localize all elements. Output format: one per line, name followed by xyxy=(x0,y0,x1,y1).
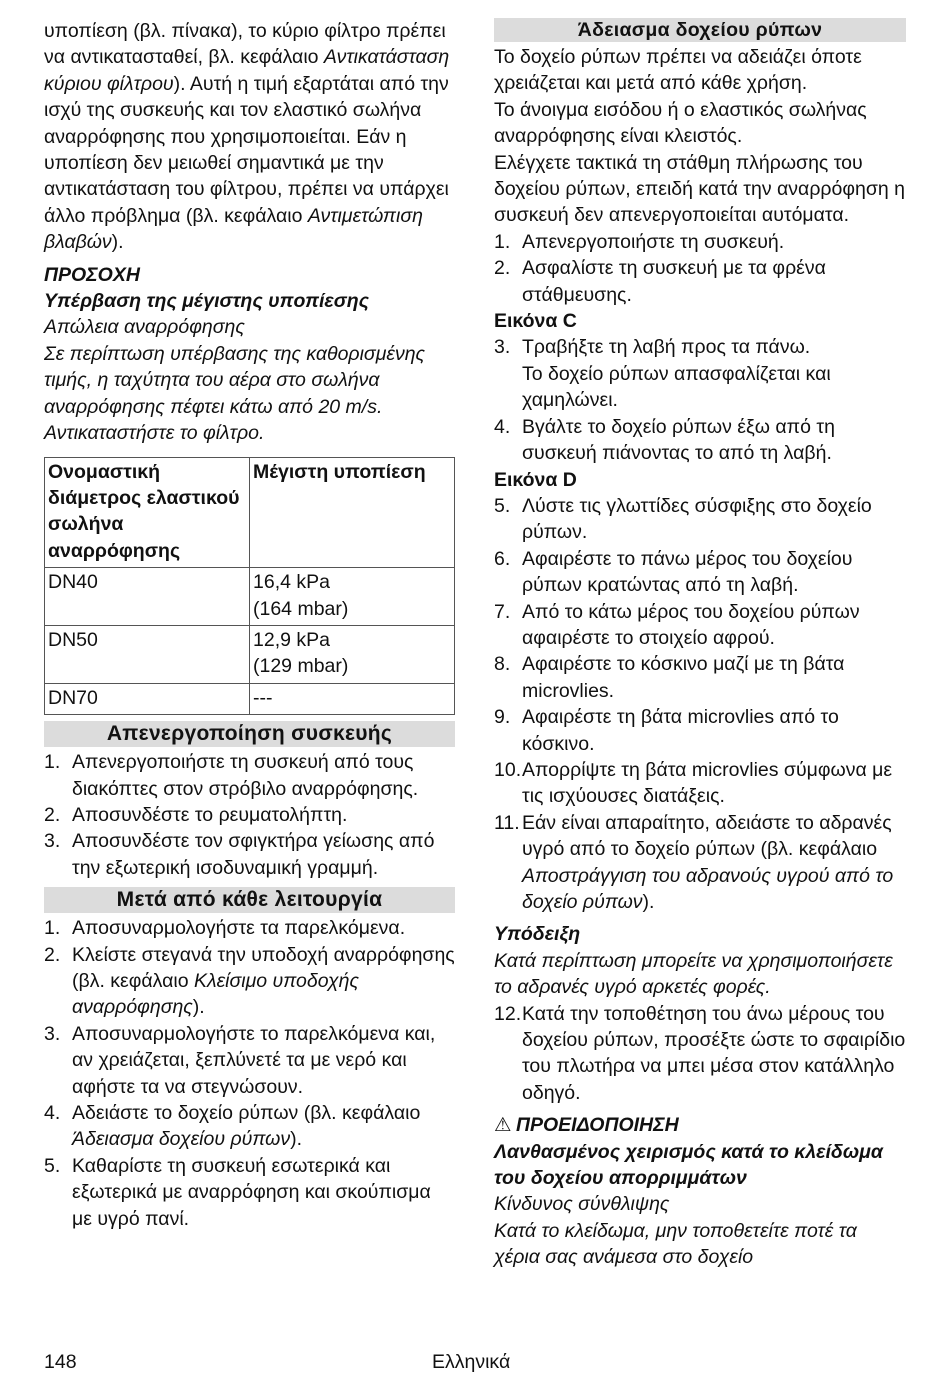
list-item: 9. Αφαιρέστε τη βάτα microvlies από το κόσκινο. xyxy=(494,706,839,755)
table-cell-diameter: DN40 xyxy=(45,568,250,626)
note-block xyxy=(494,921,906,1000)
paragraph: Ελέγχετε τακτικά τη στάθμη πλήρωσης του δοχείου ρύπων, επειδή κατά την αναρρόφηση η συσκευή δεν απενεργοποιείται αυτόματα. xyxy=(494,151,905,227)
list-item: 2. Κλείστε στεγανά την υποδοχή αναρρόφησης (βλ. κεφάλαιο Κλείσιμο υποδοχής αναρρόφησης). xyxy=(44,943,455,1019)
list-item: 5. Καθαρίστε τη συσκευή εσωτερικά και εξωτερικά με αναρρόφηση και σκούπισμα με υγρό πανί. xyxy=(44,1154,431,1230)
table-cell-value: 12,9 kPa (129 mbar) xyxy=(250,625,455,683)
list-item: 8. Αφαιρέστε το κόσκινο μαζί με τη βάτα microvlies. xyxy=(494,653,845,702)
list-item: 12. Κατά την τοποθέτηση του άνω μέρους του δοχείου ρύπων, προσέξτε ώστε το σφαιρίδιο του πλωτήρα να μπει μέσα στον κατάλληλο οδηγό. xyxy=(494,1002,906,1104)
list-item: 2. Αποσυνδέστε το ρευματολήπτη. xyxy=(44,803,348,826)
table-cell-diameter: DN50 xyxy=(45,625,250,683)
list-item: 10. Απορρίψτε τη βάτα microvlies σύμφωνα με τις ισχύουσες διατάξεις. xyxy=(494,758,893,808)
table-row xyxy=(45,568,455,626)
warning-block xyxy=(494,1112,906,1270)
cross-reference[interactable]: Άδειασμα δοχείου ρύπων xyxy=(72,1128,291,1151)
list-item: 4. Αδειάστε το δοχείο ρύπων (βλ. κεφάλαιο Άδειασμα δοχείου ρύπων). xyxy=(44,1102,421,1151)
shutdown-steps xyxy=(44,749,455,881)
right-column xyxy=(494,18,906,1271)
emptying-steps xyxy=(494,493,906,916)
table-row xyxy=(45,625,455,683)
table-cell-value: --- xyxy=(250,683,455,714)
cross-reference[interactable]: Αποστράγγιση του αδρανούς υγρού από το δοχείο ρύπων xyxy=(522,864,894,913)
list-item: 1. Απενεργοποιήστε τη συσκευή. xyxy=(494,230,785,253)
warning-title: Λανθασμένος χειρισμός κατά το κλείδωμα του δοχείου απορριμμάτων xyxy=(494,1140,883,1190)
figure-label-c: Εικόνα C xyxy=(494,310,577,333)
list-item: 3. Αποσυνδέστε τον σφιγκτήρα γείωσης από την εξωτερική ισοδυναμική γραμμή. xyxy=(44,830,435,879)
table-cell-diameter: DN70 xyxy=(45,683,250,714)
figure-label-d: Εικόνα D xyxy=(494,468,577,491)
caution-title: Υπέρβαση της μέγιστης υποπίεσης xyxy=(44,290,369,313)
list-item: 7. Από το κάτω μέρος του δοχείου ρύπων αφαιρέστε το στοιχείο αφρού. xyxy=(494,600,860,649)
section-heading-empty-container: Άδειασμα δοχείου ρύπων xyxy=(494,18,906,42)
table-header-row xyxy=(45,457,455,568)
paragraph: Το δοχείο ρύπων πρέπει να αδειάζει όποτε χρειάζεται και μετά από κάθε χρήση. xyxy=(494,46,862,95)
table-header-max-vacuum: Μέγιστη υποπίεση xyxy=(250,457,455,568)
caution-consequence: Απώλεια αναρρόφησης xyxy=(44,316,245,339)
emptying-steps xyxy=(494,334,906,360)
cross-reference[interactable]: Αντιμετώπιση βλαβών xyxy=(44,204,423,254)
emptying-steps xyxy=(494,1001,906,1107)
note-text: Κατά περίπτωση μπορείτε να χρησιμοποιήσετε το αδρανές υγρό αρκετές φορές. xyxy=(494,949,893,999)
caution-label: ΠΡΟΣΟΧΗ xyxy=(44,263,140,286)
table-row xyxy=(45,683,455,714)
list-item: 1. Απενεργοποιήστε τη συσκευή από τους διακόπτες στον στρόβιλο αναρρόφησης. xyxy=(44,751,419,800)
cross-reference[interactable]: Αντικατάσταση κύριου φίλτρου xyxy=(44,46,450,95)
warning-heading: ⚠ ΠΡΟΕΙΔΟΠΟΙΗΣΗ xyxy=(494,1112,906,1138)
table-header-diameter: Ονομαστική διάμετρος ελαστικού σωλήνα αναρρόφησης xyxy=(45,457,250,568)
list-item: 3. Αποσυναρμολογήστε το παρελκόμενα και, αν χρειάζεται, ξεπλύνετέ τα με νερό και αφήστε τα να στεγνώσουν. xyxy=(44,1022,436,1098)
list-item: 5. Λύστε τις γλωττίδες σύσφιξης στο δοχείο ρύπων. xyxy=(494,494,872,544)
list-item: 6. Αφαιρέστε το πάνω μέρος του δοχείου ρύπων κρατώντας από τη λαβή. xyxy=(494,547,853,597)
note-label: Υπόδειξη xyxy=(494,923,581,946)
warning-consequence: Κίνδυνος σύνθλιψης xyxy=(494,1193,670,1216)
list-item: 2. Ασφαλίστε τη συσκευή με τα φρένα στάθμευσης. xyxy=(494,257,826,306)
language-label: Ελληνικά xyxy=(432,1351,511,1373)
table-cell-value: 16,4 kPa (164 mbar) xyxy=(250,568,455,626)
cross-reference[interactable]: Κλείσιμο υποδοχής αναρρόφησης xyxy=(72,970,359,1019)
warning-triangle-icon: ⚠ xyxy=(494,1114,512,1137)
emptying-steps xyxy=(494,229,906,308)
caution-text: Σε περίπτωση υπέρβασης της καθορισμένης τιμής, η ταχύτητα του αέρα στο σωλήνα αναρρόφησης πέφτει κάτω από 20 m/s. Αντικαταστήστε το φίλτρο. xyxy=(44,342,426,445)
after-use-steps xyxy=(44,915,455,1232)
warning-text: Κατά το κλείδωμα, μην τοποθετείτε ποτέ τα χέρια σας ανάμεσα στο δοχείο xyxy=(494,1219,857,1269)
caution-block xyxy=(44,262,455,447)
step-result: Το δοχείο ρύπων απασφαλίζεται και χαμηλώνει. xyxy=(522,362,831,412)
section-heading-shutdown: Απενεργοποίηση συσκευής xyxy=(44,721,455,747)
section-heading-after-use: Μετά από κάθε λειτουργία xyxy=(44,887,455,913)
left-column xyxy=(44,18,455,1232)
emptying-steps xyxy=(494,414,906,467)
paragraph: Το άνοιγμα εισόδου ή ο ελαστικός σωλήνας αναρρόφησης είναι κλειστός. xyxy=(494,98,867,148)
vacuum-table xyxy=(44,457,455,716)
list-item: 1. Αποσυναρμολογήστε τα παρελκόμενα. xyxy=(44,917,406,940)
list-item: 4. Βγάλτε το δοχείο ρύπων έξω από τη συσκευή πιάνοντας το από τη λαβή. xyxy=(494,415,835,465)
list-item: 3. Τραβήξτε τη λαβή προς τα πάνω. xyxy=(494,336,811,359)
intro-paragraph: υποπίεση (βλ. πίνακα), το κύριο φίλτρο πρέπει να αντικατασταθεί, βλ. κεφάλαιο Αντικατάσταση κύριου φίλτρου). Αυτή η τιμή εξαρτάται από την ισχύ της συσκευής και τον ελαστικό σωλήνα αναρρόφησης που χρησιμοποιείται. Εάν η υποπίεση δεν μειωθεί σημαντικά με την αντικατάσταση του φίλτρου, πρέπει να υπάρχει άλλο πρόβλημα (βλ. κεφάλαιο Αντιμετώπιση βλαβών). xyxy=(44,20,450,254)
list-item: 11. Εάν είναι απαραίτητο, αδειάστε το αδρανές υγρό από το δοχείο ρύπων (βλ. κεφάλαιο Αποστράγγιση του αδρανούς υγρού από το δοχείο ρύπων). xyxy=(494,811,894,913)
page-number: 148 xyxy=(44,1351,77,1373)
